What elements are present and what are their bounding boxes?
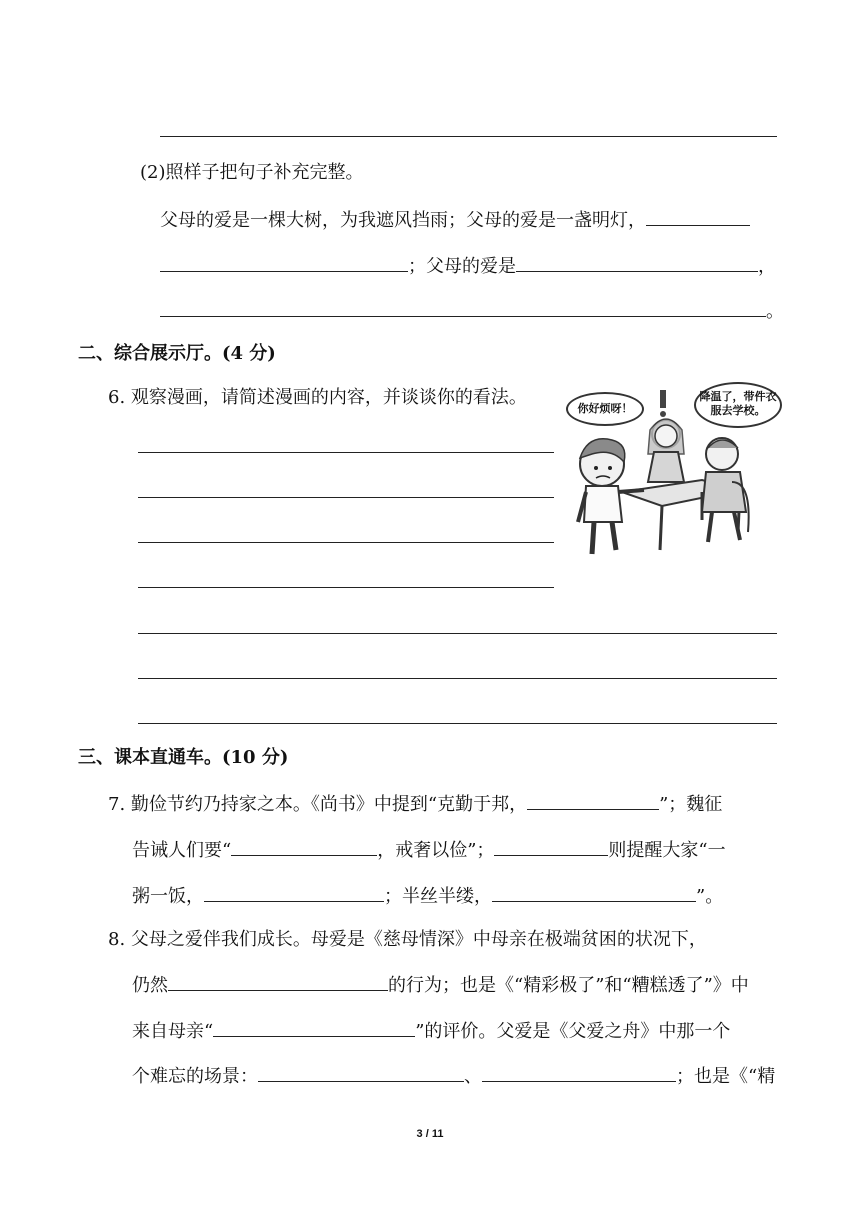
answer-line	[138, 587, 554, 588]
question-text: 6. 观察漫画，请简述漫画的内容，并谈谈你的看法。	[108, 387, 527, 408]
fill-blank[interactable]	[492, 883, 696, 902]
sentence-line-3	[160, 298, 784, 324]
question-8-line-1: 8. 父母之爱伴我们成长。母爱是《慈母情深》中母亲在极端贫困的状况下，	[108, 929, 707, 950]
answer-line	[138, 678, 777, 679]
answer-line	[138, 497, 554, 498]
question-text: 来自母亲“	[132, 1021, 214, 1042]
sentence-line-1	[160, 207, 750, 233]
question-text: ”；魏征	[659, 794, 723, 815]
fill-blank[interactable]	[527, 791, 659, 810]
fill-blank[interactable]	[204, 883, 384, 902]
fill-blank[interactable]	[516, 253, 758, 272]
fill-blank[interactable]	[160, 253, 408, 272]
fill-blank[interactable]	[231, 837, 377, 856]
fill-blank[interactable]	[168, 972, 388, 991]
question-text: 个难忘的场景：	[132, 1066, 258, 1087]
sentence-text: ；父母的爱是	[408, 256, 516, 277]
question-text: 告诫人们要“	[132, 840, 232, 861]
fill-blank[interactable]	[213, 1018, 415, 1037]
question-text: ”。	[696, 886, 724, 907]
question-text: 7. 勤俭节约乃持家之本。《尚书》中提到“克勤于邦，	[108, 794, 528, 815]
section-title: 三、课本直通车。(10 分)	[78, 747, 289, 768]
answer-line	[160, 136, 777, 137]
question-8-line-4	[132, 1063, 775, 1089]
question-7-line-3	[132, 883, 723, 909]
sub-question-label: (2)照样子把句子补充完整。	[140, 162, 364, 183]
answer-line	[138, 542, 554, 543]
question-text: ，戒奢以俭”；	[377, 840, 495, 861]
section-title: 二、综合展示厅。(4 分)	[78, 343, 276, 364]
question-text: ”的评价。父爱是《父爱之舟》中那一个	[415, 1021, 731, 1042]
fill-blank[interactable]	[160, 298, 766, 317]
question-text: 的行为；也是《“精彩极了”和“糟糕透了”》中	[388, 975, 749, 996]
fill-blank[interactable]	[494, 837, 608, 856]
question-text: 则提醒大家“一	[608, 840, 726, 861]
question-7-line-1	[108, 791, 722, 817]
sentence-line-2	[160, 253, 776, 279]
answer-line	[138, 633, 777, 634]
answer-line	[138, 452, 554, 453]
question-8-line-2	[132, 972, 749, 998]
fill-blank[interactable]	[482, 1063, 676, 1082]
sentence-text: 。	[766, 301, 784, 322]
answer-line	[138, 723, 777, 724]
cartoon-illustration	[562, 382, 792, 567]
bubble-text: 降温了，带件衣服去学校。	[699, 390, 777, 417]
sentence-text: 父母的爱是一棵大树，为我遮风挡雨；父母的爱是一盏明灯，	[160, 210, 646, 231]
speech-bubble-boy	[566, 392, 644, 426]
sentence-text: ，	[758, 256, 776, 277]
question-text: ；也是《“精	[676, 1066, 776, 1087]
question-text: 仍然	[132, 975, 168, 996]
bubble-text: 你好烦呀！	[577, 402, 633, 415]
question-text: 、	[464, 1066, 482, 1087]
speech-bubble-grandpa	[694, 382, 782, 428]
question-text: 粥一饭，	[132, 886, 204, 907]
fill-blank[interactable]	[646, 207, 750, 226]
page-number: 3 / 11	[416, 1128, 444, 1140]
question-7-line-2	[132, 837, 726, 863]
question-text: ；半丝半缕，	[384, 886, 492, 907]
question-8-line-3	[132, 1018, 730, 1044]
fill-blank[interactable]	[258, 1063, 464, 1082]
